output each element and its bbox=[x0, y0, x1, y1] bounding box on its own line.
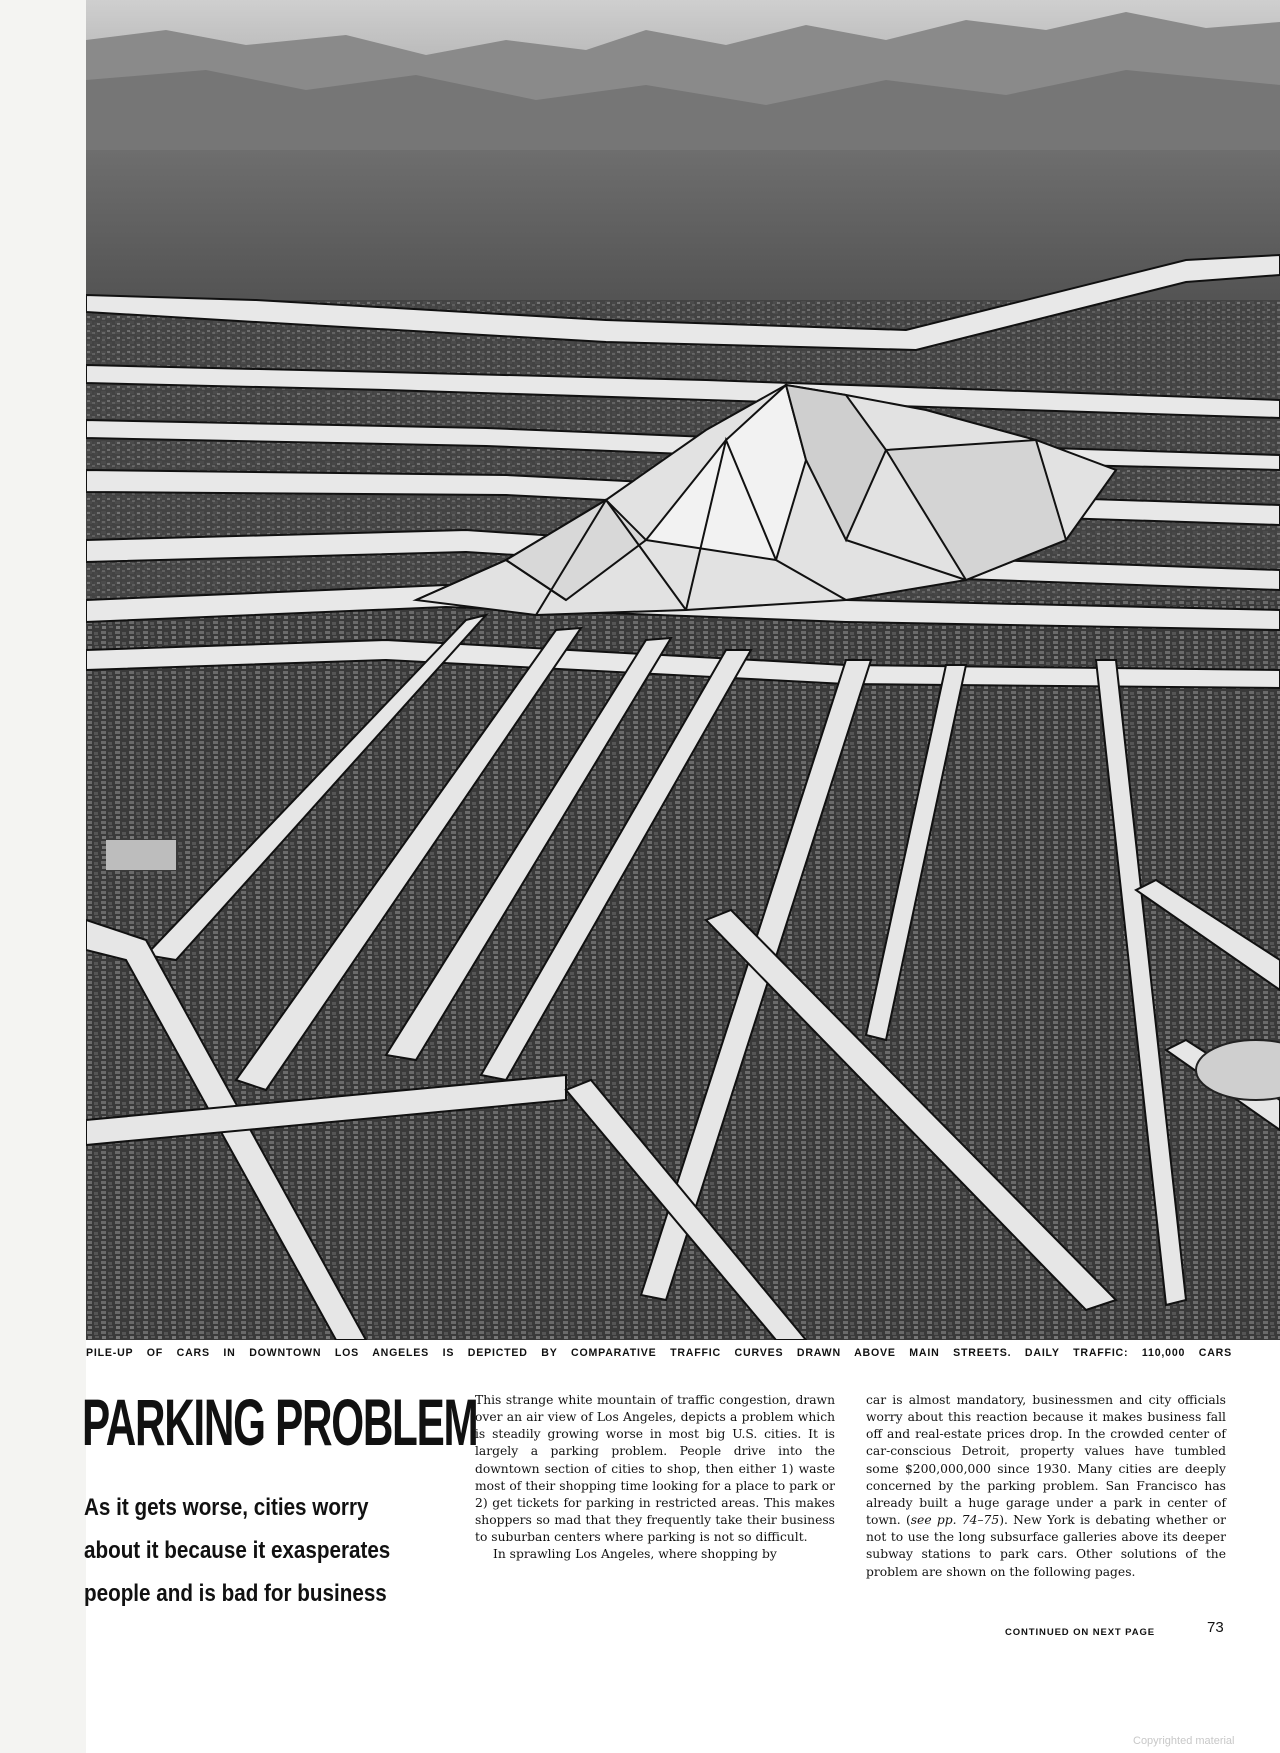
article-column-2 bbox=[866, 1392, 1226, 1581]
body-paragraph bbox=[866, 1392, 1226, 1581]
article-subhead bbox=[84, 1486, 444, 1615]
page-margin bbox=[0, 0, 86, 1753]
body-paragraph: In sprawling Los Angeles, where shopping by bbox=[493, 1547, 777, 1562]
page-reference: see pp. 74–75 bbox=[910, 1513, 1000, 1528]
continued-label: CONTINUED ON NEXT PAGE bbox=[1005, 1627, 1155, 1638]
page-number: 73 bbox=[1207, 1619, 1224, 1636]
subhead-line: As it gets worse, cities worry bbox=[84, 1494, 369, 1521]
copyright-notice: Copyrighted material bbox=[1133, 1735, 1235, 1747]
body-paragraph: This strange white mountain of traffic congestion, drawn over an air view of Los Angeles, depicts a problem which is steadily growing worse in most big U.S. cities. It is largely a parking problem. People drive into the downtown section of cities to shop, then either 1) waste most of their shopping time looking for a place to park or 2) get tickets for parking in restricted areas. This makes shoppers so mad that they frequently take their business to suburban centers where parking is not so difficult. bbox=[475, 1393, 835, 1545]
photo-caption: PILE-UP OF CARS IN DOWNTOWN LOS ANGELES IS DEPICTED BY COMPARATIVE TRAFFIC CURVES DRAWN ABOVE MAIN STREETS. DAILY TRAFFIC: 110,000 CARS bbox=[86, 1347, 1232, 1359]
body-text: car is almost mandatory, businessmen and city officials worry about this reaction because it makes business fall off and real-estate prices drop. In the crowded center of car-conscious Detroit, property values have tumbled some $200,000,000 since 1930. Many cities are deeply concerned by the parking problem. San Francisco has already built a huge garage under a park in center of town. ( bbox=[866, 1393, 1226, 1528]
article-column-1 bbox=[475, 1392, 835, 1564]
subhead-line: about it because it exasperates bbox=[84, 1537, 391, 1564]
article-headline: PARKING PROBLEM bbox=[82, 1385, 478, 1459]
subhead-line: people and is bad for business bbox=[84, 1580, 387, 1607]
traffic-mountain-illustration bbox=[86, 0, 1280, 1340]
body-text: ). New York is debating whether or not to use the long subsurface galleries above its deeper subway stations to park cars. Other solutions of the problem are shown on the following pages. bbox=[866, 1513, 1226, 1579]
aerial-photo bbox=[86, 0, 1280, 1340]
